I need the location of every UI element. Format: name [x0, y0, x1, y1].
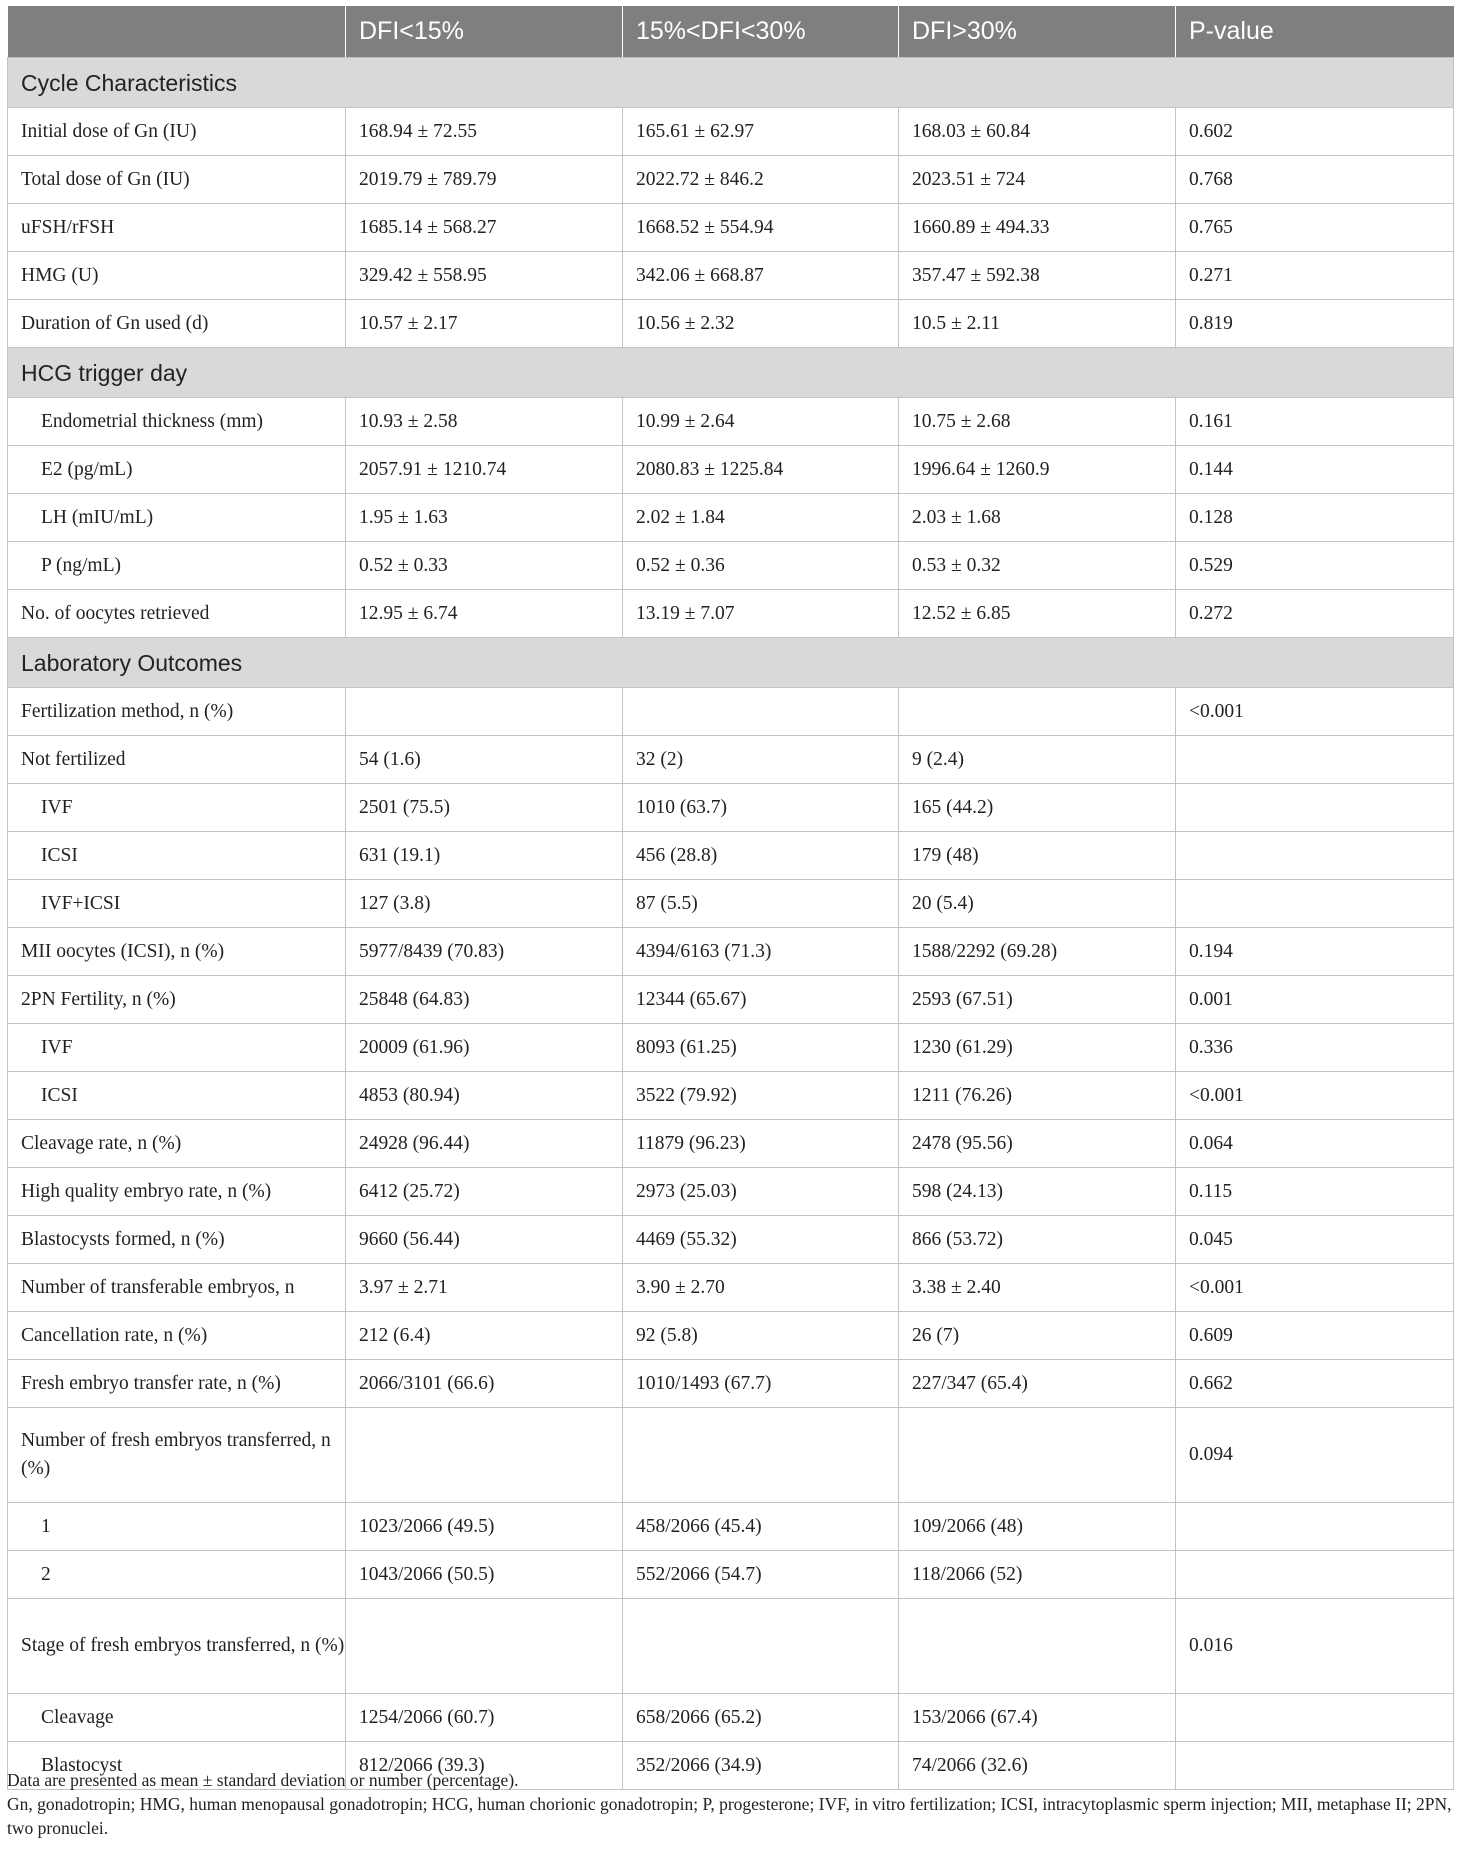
table-row [8, 1551, 1454, 1599]
value-cell: 1010/1493 (67.7) [623, 1360, 899, 1408]
value-cell: 866 (53.72) [899, 1216, 1176, 1264]
p-value-cell: <0.001 [1176, 1264, 1454, 1312]
value-cell: 3.38 ± 2.40 [899, 1264, 1176, 1312]
p-value-cell [1176, 736, 1454, 784]
table-row [8, 1264, 1454, 1312]
row-label: Fresh embryo transfer rate, n (%) [8, 1360, 346, 1408]
p-value-cell [1176, 1694, 1454, 1742]
row-label: 2 [8, 1551, 346, 1599]
value-cell: 153/2066 (67.4) [899, 1694, 1176, 1742]
value-cell: 658/2066 (65.2) [623, 1694, 899, 1742]
p-value-cell: 0.819 [1176, 300, 1454, 348]
table-row [8, 1408, 1454, 1503]
row-label: IVF [8, 784, 346, 832]
p-value-cell [1176, 1503, 1454, 1551]
section-title: Cycle Characteristics [8, 58, 1454, 108]
header-cell-dfi-mid: 15%<DFI<30% [623, 6, 899, 58]
value-cell: 1588/2292 (69.28) [899, 928, 1176, 976]
value-cell [623, 688, 899, 736]
table-row [8, 1599, 1454, 1694]
value-cell: 92 (5.8) [623, 1312, 899, 1360]
value-cell: 2019.79 ± 789.79 [346, 156, 623, 204]
value-cell: 6412 (25.72) [346, 1168, 623, 1216]
value-cell: 168.03 ± 60.84 [899, 108, 1176, 156]
value-cell: 631 (19.1) [346, 832, 623, 880]
section-header-row [8, 58, 1454, 108]
p-value-cell: 0.662 [1176, 1360, 1454, 1408]
table-row [8, 1120, 1454, 1168]
value-cell: 9660 (56.44) [346, 1216, 623, 1264]
value-cell: 2593 (67.51) [899, 976, 1176, 1024]
section-header-row [8, 348, 1454, 398]
value-cell: 109/2066 (48) [899, 1503, 1176, 1551]
table-row [8, 784, 1454, 832]
value-cell [623, 1599, 899, 1694]
p-value-cell: 0.272 [1176, 590, 1454, 638]
table-row [8, 1503, 1454, 1551]
row-label: Number of fresh embryos transferred, n (%) [8, 1408, 346, 1503]
value-cell: 10.75 ± 2.68 [899, 398, 1176, 446]
p-value-cell: 0.271 [1176, 252, 1454, 300]
value-cell: 1685.14 ± 568.27 [346, 204, 623, 252]
value-cell: 1043/2066 (50.5) [346, 1551, 623, 1599]
results-table-container [7, 6, 1453, 1790]
p-value-cell: 0.016 [1176, 1599, 1454, 1694]
row-label: Blastocysts formed, n (%) [8, 1216, 346, 1264]
table-body [8, 58, 1454, 1790]
value-cell: 342.06 ± 668.87 [623, 252, 899, 300]
table-row [8, 688, 1454, 736]
p-value-cell: 0.045 [1176, 1216, 1454, 1264]
value-cell [899, 1408, 1176, 1503]
value-cell: 2080.83 ± 1225.84 [623, 446, 899, 494]
footnote-line-1: Data are presented as mean ± standard deviation or number (percentage). [7, 1770, 519, 1790]
value-cell: 10.5 ± 2.11 [899, 300, 1176, 348]
value-cell: 0.53 ± 0.32 [899, 542, 1176, 590]
value-cell: 2.03 ± 1.68 [899, 494, 1176, 542]
value-cell: 12344 (65.67) [623, 976, 899, 1024]
value-cell: 20 (5.4) [899, 880, 1176, 928]
row-label: ICSI [8, 1072, 346, 1120]
value-cell: 0.52 ± 0.36 [623, 542, 899, 590]
value-cell: 456 (28.8) [623, 832, 899, 880]
value-cell: 357.47 ± 592.38 [899, 252, 1176, 300]
value-cell: 3522 (79.92) [623, 1072, 899, 1120]
table-row [8, 108, 1454, 156]
section-title: Laboratory Outcomes [8, 638, 1454, 688]
value-cell: 24928 (96.44) [346, 1120, 623, 1168]
value-cell: 25848 (64.83) [346, 976, 623, 1024]
value-cell: 20009 (61.96) [346, 1024, 623, 1072]
table-row [8, 398, 1454, 446]
value-cell: 74/2066 (32.6) [899, 1742, 1176, 1790]
value-cell: 2.02 ± 1.84 [623, 494, 899, 542]
value-cell: 1254/2066 (60.7) [346, 1694, 623, 1742]
p-value-cell [1176, 880, 1454, 928]
value-cell: 1023/2066 (49.5) [346, 1503, 623, 1551]
table-row [8, 446, 1454, 494]
table-row [8, 1072, 1454, 1120]
value-cell: 26 (7) [899, 1312, 1176, 1360]
value-cell: 2022.72 ± 846.2 [623, 156, 899, 204]
row-label: Cleavage [8, 1694, 346, 1742]
value-cell: 4469 (55.32) [623, 1216, 899, 1264]
row-label: Not fertilized [8, 736, 346, 784]
value-cell: 458/2066 (45.4) [623, 1503, 899, 1551]
p-value-cell: 0.064 [1176, 1120, 1454, 1168]
value-cell: 11879 (96.23) [623, 1120, 899, 1168]
value-cell [899, 688, 1176, 736]
row-label: E2 (pg/mL) [8, 446, 346, 494]
value-cell: 1668.52 ± 554.94 [623, 204, 899, 252]
value-cell: 4394/6163 (71.3) [623, 928, 899, 976]
header-cell-label [8, 6, 346, 58]
value-cell: 5977/8439 (70.83) [346, 928, 623, 976]
value-cell: 10.57 ± 2.17 [346, 300, 623, 348]
value-cell: 165 (44.2) [899, 784, 1176, 832]
table-row [8, 1360, 1454, 1408]
row-label: Total dose of Gn (IU) [8, 156, 346, 204]
p-value-cell: 0.094 [1176, 1408, 1454, 1503]
row-label: Cleavage rate, n (%) [8, 1120, 346, 1168]
p-value-cell: 0.128 [1176, 494, 1454, 542]
table-row [8, 880, 1454, 928]
p-value-cell [1176, 1551, 1454, 1599]
value-cell: 127 (3.8) [346, 880, 623, 928]
row-label: Cancellation rate, n (%) [8, 1312, 346, 1360]
row-label: High quality embryo rate, n (%) [8, 1168, 346, 1216]
p-value-cell: 0.602 [1176, 108, 1454, 156]
table-row [8, 736, 1454, 784]
value-cell: 87 (5.5) [623, 880, 899, 928]
value-cell: 2501 (75.5) [346, 784, 623, 832]
row-label: Duration of Gn used (d) [8, 300, 346, 348]
row-label: IVF+ICSI [8, 880, 346, 928]
row-label: LH (mIU/mL) [8, 494, 346, 542]
row-label: MII oocytes (ICSI), n (%) [8, 928, 346, 976]
table-row [8, 300, 1454, 348]
value-cell: 598 (24.13) [899, 1168, 1176, 1216]
value-cell: 329.42 ± 558.95 [346, 252, 623, 300]
table-row [8, 1024, 1454, 1072]
p-value-cell [1176, 784, 1454, 832]
table-footnotes [7, 1768, 1453, 1840]
value-cell: 2057.91 ± 1210.74 [346, 446, 623, 494]
row-label: 1 [8, 1503, 346, 1551]
value-cell: 2973 (25.03) [623, 1168, 899, 1216]
p-value-cell: 0.161 [1176, 398, 1454, 446]
value-cell: 1010 (63.7) [623, 784, 899, 832]
row-label: Endometrial thickness (mm) [8, 398, 346, 446]
row-label: HMG (U) [8, 252, 346, 300]
table-row [8, 542, 1454, 590]
value-cell: 1660.89 ± 494.33 [899, 204, 1176, 252]
table-row [8, 1168, 1454, 1216]
p-value-cell: 0.115 [1176, 1168, 1454, 1216]
value-cell [346, 1408, 623, 1503]
results-table [7, 6, 1454, 1790]
p-value-cell: 0.336 [1176, 1024, 1454, 1072]
value-cell: 168.94 ± 72.55 [346, 108, 623, 156]
table-row [8, 1694, 1454, 1742]
p-value-cell: 0.609 [1176, 1312, 1454, 1360]
table-row [8, 976, 1454, 1024]
value-cell: 54 (1.6) [346, 736, 623, 784]
value-cell: 12.52 ± 6.85 [899, 590, 1176, 638]
value-cell [346, 688, 623, 736]
value-cell [623, 1408, 899, 1503]
row-label: IVF [8, 1024, 346, 1072]
table-row [8, 590, 1454, 638]
value-cell: 10.56 ± 2.32 [623, 300, 899, 348]
value-cell: 8093 (61.25) [623, 1024, 899, 1072]
p-value-cell: 0.144 [1176, 446, 1454, 494]
value-cell: 227/347 (65.4) [899, 1360, 1176, 1408]
value-cell [346, 1599, 623, 1694]
header-cell-dfi-low: DFI<15% [346, 6, 623, 58]
value-cell: 2023.51 ± 724 [899, 156, 1176, 204]
table-header-row [8, 6, 1454, 58]
value-cell: 10.99 ± 2.64 [623, 398, 899, 446]
table-row [8, 1216, 1454, 1264]
row-label: Blastocyst [8, 1742, 346, 1790]
row-label: Stage of fresh embryos transferred, n (%) [8, 1599, 346, 1694]
table-row [8, 928, 1454, 976]
table-row [8, 1312, 1454, 1360]
value-cell: 179 (48) [899, 832, 1176, 880]
row-label: Initial dose of Gn (IU) [8, 108, 346, 156]
p-value-cell: 0.001 [1176, 976, 1454, 1024]
table-row [8, 252, 1454, 300]
section-header-row [8, 638, 1454, 688]
table-row [8, 494, 1454, 542]
p-value-cell: 0.765 [1176, 204, 1454, 252]
p-value-cell [1176, 832, 1454, 880]
value-cell: 1.95 ± 1.63 [346, 494, 623, 542]
value-cell: 9 (2.4) [899, 736, 1176, 784]
row-label: No. of oocytes retrieved [8, 590, 346, 638]
row-label: ICSI [8, 832, 346, 880]
value-cell: 812/2066 (39.3) [346, 1742, 623, 1790]
value-cell: 212 (6.4) [346, 1312, 623, 1360]
value-cell: 4853 (80.94) [346, 1072, 623, 1120]
value-cell: 13.19 ± 7.07 [623, 590, 899, 638]
p-value-cell: <0.001 [1176, 688, 1454, 736]
value-cell: 165.61 ± 62.97 [623, 108, 899, 156]
value-cell: 12.95 ± 6.74 [346, 590, 623, 638]
value-cell: 10.93 ± 2.58 [346, 398, 623, 446]
section-title: HCG trigger day [8, 348, 1454, 398]
value-cell: 352/2066 (34.9) [623, 1742, 899, 1790]
table-row [8, 204, 1454, 252]
value-cell: 118/2066 (52) [899, 1551, 1176, 1599]
header-cell-p-value: P-value [1176, 6, 1454, 58]
p-value-cell: <0.001 [1176, 1072, 1454, 1120]
value-cell: 1211 (76.26) [899, 1072, 1176, 1120]
value-cell: 1230 (61.29) [899, 1024, 1176, 1072]
row-label: 2PN Fertility, n (%) [8, 976, 346, 1024]
table-row [8, 156, 1454, 204]
p-value-cell: 0.194 [1176, 928, 1454, 976]
value-cell: 0.52 ± 0.33 [346, 542, 623, 590]
row-label: uFSH/rFSH [8, 204, 346, 252]
value-cell: 552/2066 (54.7) [623, 1551, 899, 1599]
header-cell-dfi-high: DFI>30% [899, 6, 1176, 58]
value-cell: 3.90 ± 2.70 [623, 1264, 899, 1312]
footnote-line-2: Gn, gonadotropin; HMG, human menopausal gonadotropin; HCG, human chorionic gonadotropin; P, progesterone; IVF, in vitro fertilization; ICSI, intracytoplasmic sperm injection; MII, metaphase II; 2PN, two pronuclei. [7, 1794, 1452, 1838]
row-label: P (ng/mL) [8, 542, 346, 590]
row-label: Number of transferable embryos, n [8, 1264, 346, 1312]
row-label: Fertilization method, n (%) [8, 688, 346, 736]
value-cell: 1996.64 ± 1260.9 [899, 446, 1176, 494]
table-row [8, 832, 1454, 880]
p-value-cell: 0.529 [1176, 542, 1454, 590]
value-cell: 3.97 ± 2.71 [346, 1264, 623, 1312]
value-cell: 2066/3101 (66.6) [346, 1360, 623, 1408]
value-cell [899, 1599, 1176, 1694]
value-cell: 2478 (95.56) [899, 1120, 1176, 1168]
p-value-cell: 0.768 [1176, 156, 1454, 204]
value-cell: 32 (2) [623, 736, 899, 784]
